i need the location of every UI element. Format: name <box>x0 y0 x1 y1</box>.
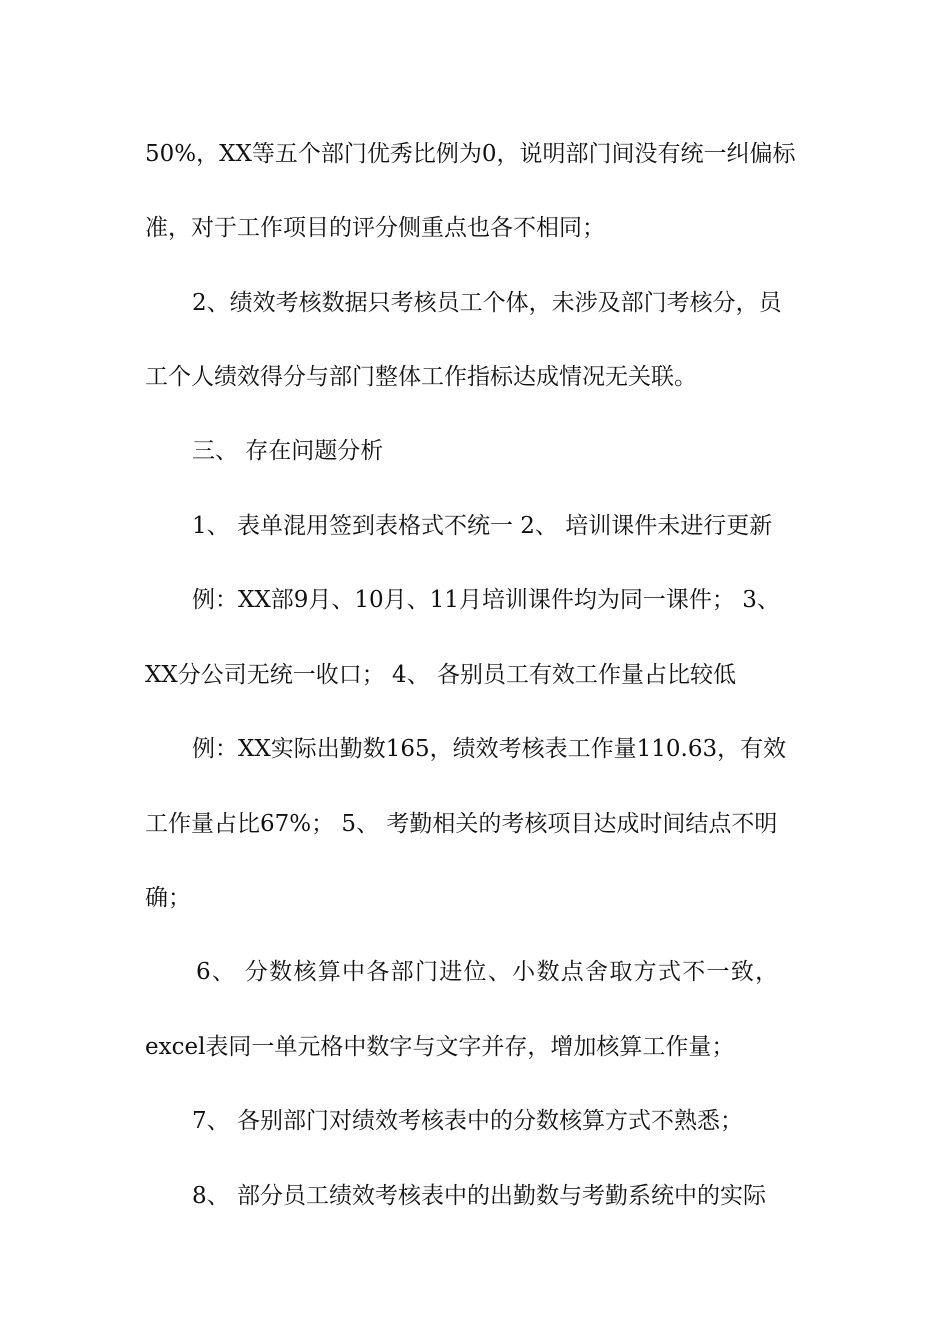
list-item: 例：XX实际出勤数165，绩效考核表工作量110.63，有效 <box>192 736 787 762</box>
list-item: 1、 表单混用签到表格式不统一 2、 培训课件未进行更新 <box>192 513 773 539</box>
text-line: 确； <box>145 885 191 911</box>
paragraph-2-start: 2、绩效考核数据只考核员工个体，未涉及部门考核分，员 <box>192 290 782 316</box>
section-heading: 三、 存在问题分析 <box>192 438 384 464</box>
list-item: 7、 各别部门对绩效考核表中的分数核算方式不熟悉； <box>192 1108 743 1134</box>
text-line: 准，对于工作项目的评分侧重点也各不相同； <box>145 215 605 241</box>
list-item: 工作量占比67%； 5、 考勤相关的考核项目达成时间结点不明 <box>145 811 778 837</box>
text-line: 工个人绩效得分与部门整体工作指标达成情况无关联。 <box>145 364 697 390</box>
list-item: 8、 部分员工绩效考核表中的出勤数与考勤系统中的实际 <box>192 1183 766 1209</box>
list-item: 例：XX部9月、10月、11月培训课件均为同一课件； 3、 <box>192 587 780 613</box>
text-line: excel表同一单元格中数字与文字并存，增加核算工作量； <box>145 1034 735 1060</box>
list-item: 6、 分数核算中各部门进位、小数点舍取方式不一致， <box>196 959 780 985</box>
list-item: XX分公司无统一收口； 4、 各别员工有效工作量占比较低 <box>145 662 737 688</box>
text-line: 50%，XX等五个部门优秀比例为0，说明部门间没有统一纠偏标 <box>145 141 796 167</box>
